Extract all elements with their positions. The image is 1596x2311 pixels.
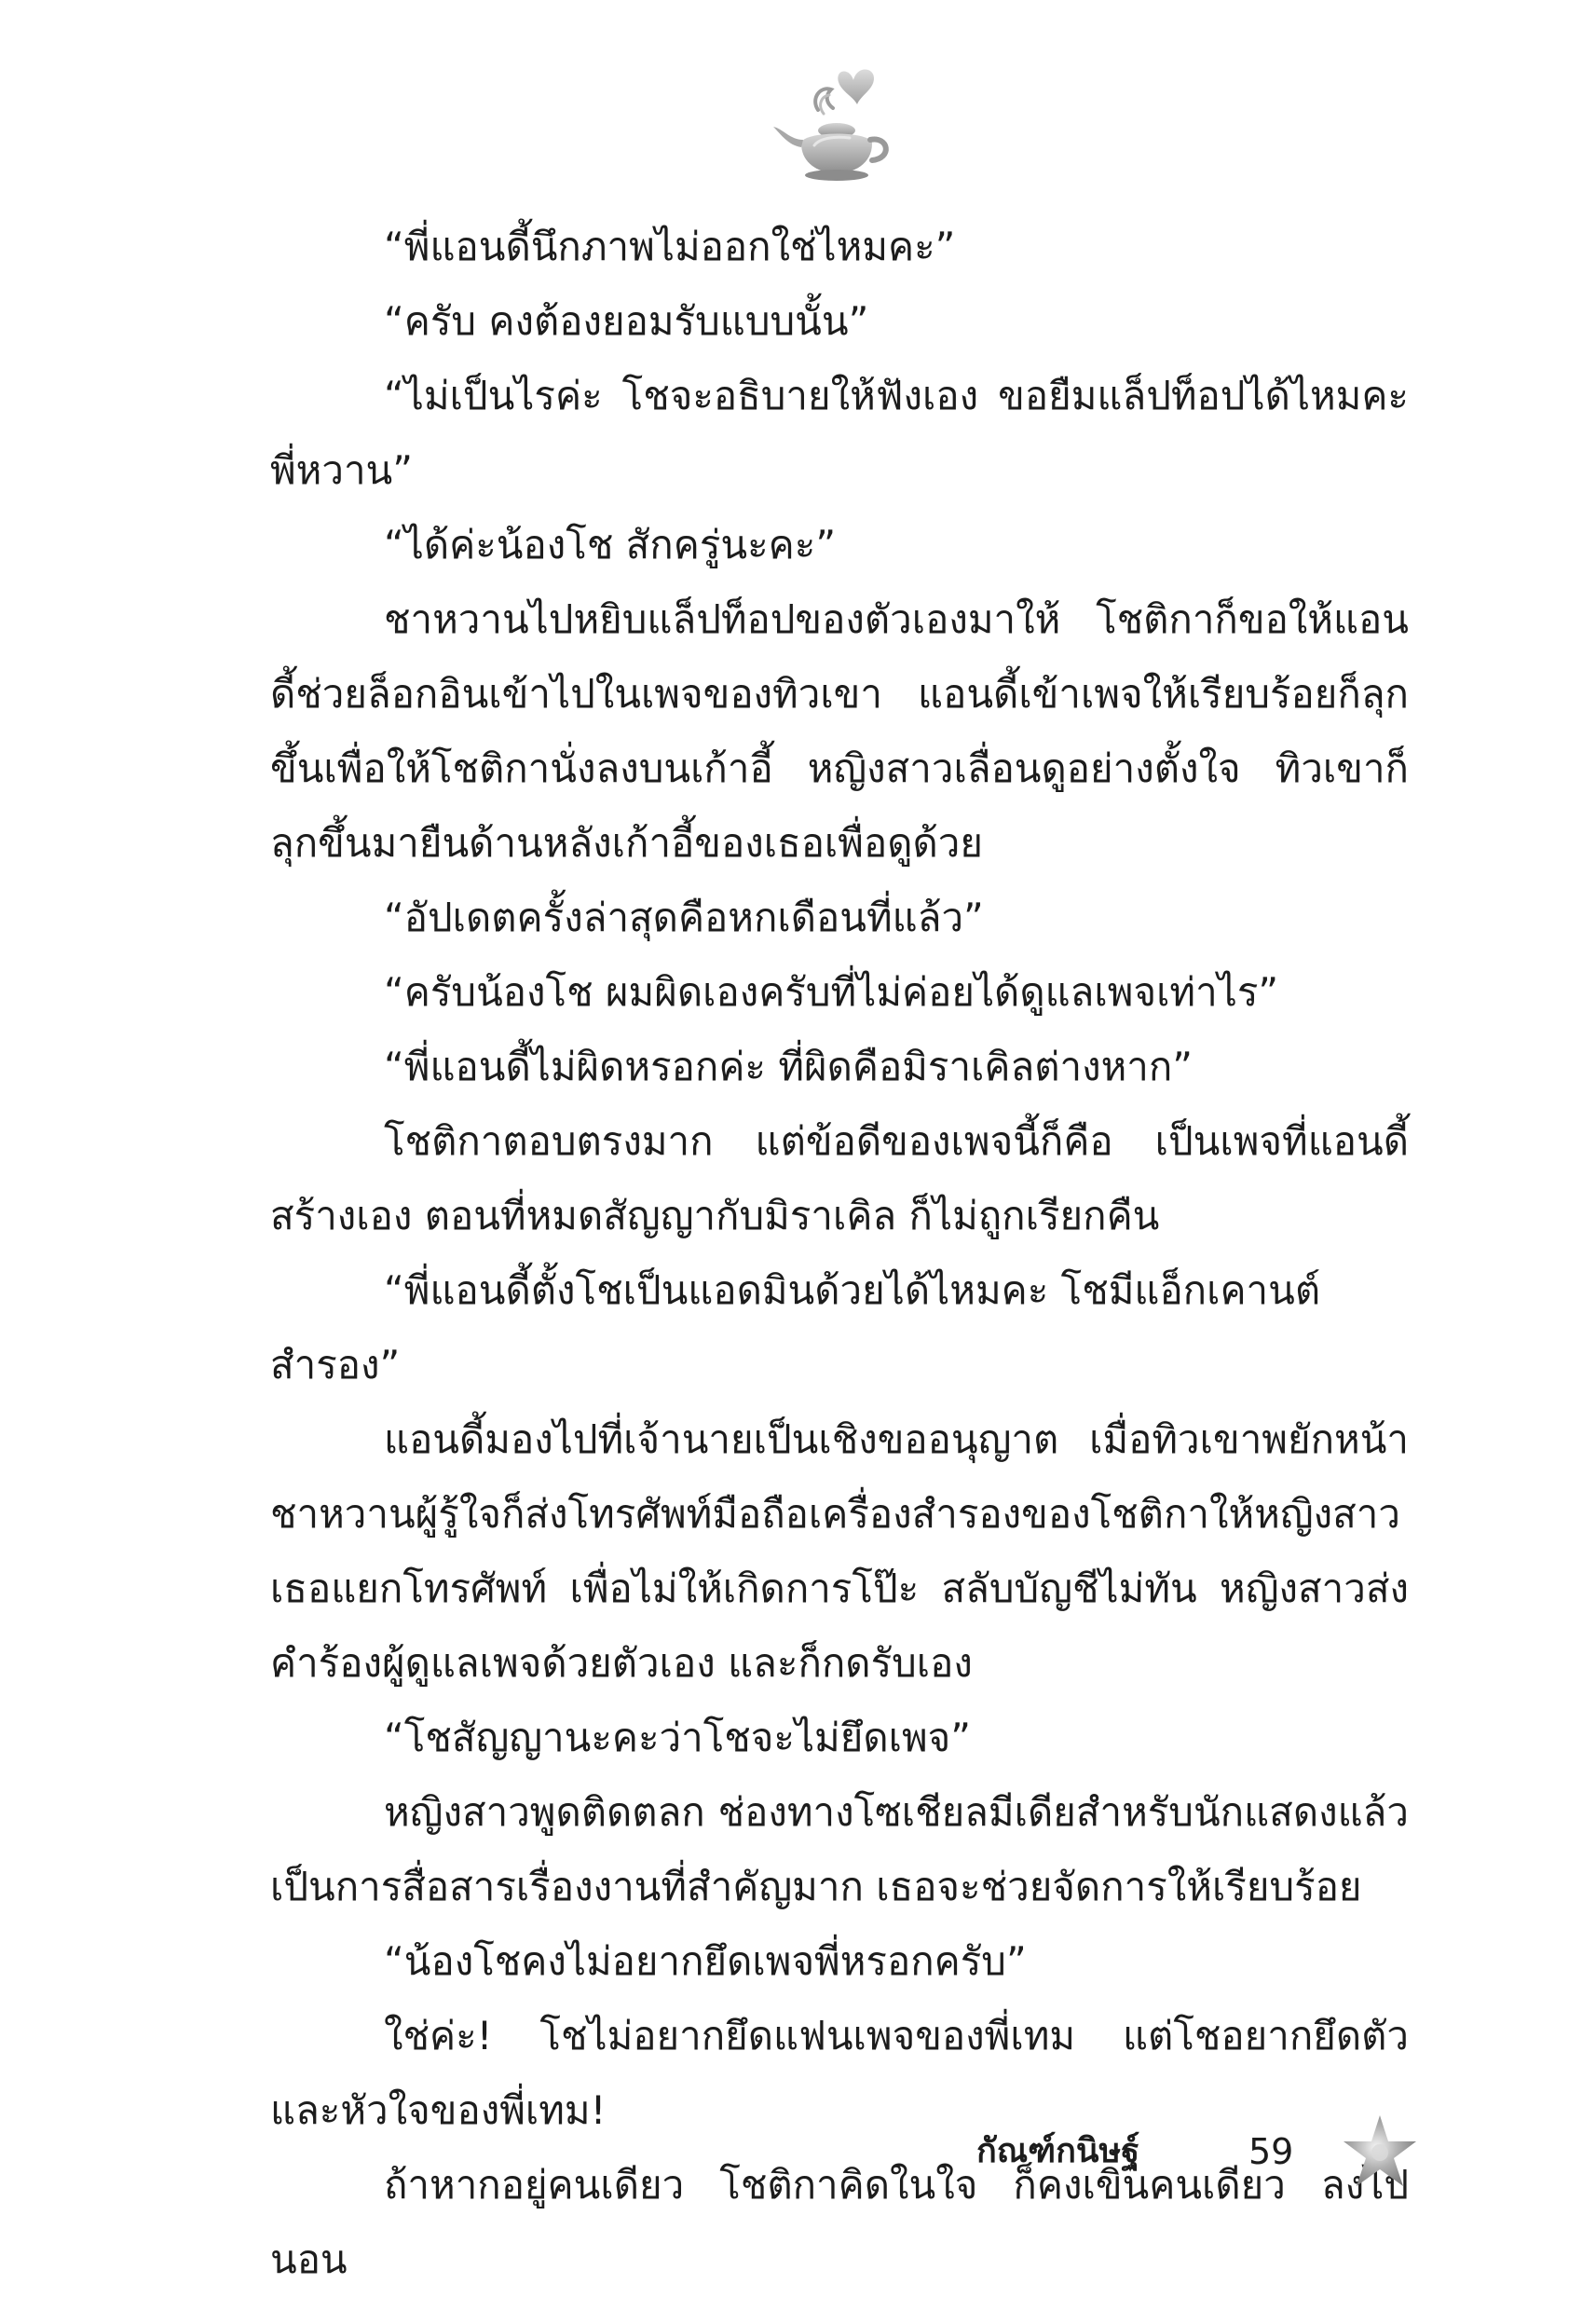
paragraph: ใช่ค่ะ! โชไม่อยากยึดแฟนเพจของพี่เทม แต่โชอยากยึดตัวและหัวใจของพี่เทม!: [270, 2013, 1409, 2133]
paragraph: “ไม่เป็นไรค่ะ โชจะอธิบายให้ฟังเอง ขอยืมแล็ปท็อปได้ไหมคะ พี่หวาน”: [270, 373, 1409, 493]
paragraph: “พี่แอนดี้ตั้งโชเป็นแอดมินด้วยได้ไหมคะ โชมีแอ็กเคานต์สำรอง”: [270, 1267, 1321, 1388]
paragraph: “อัปเดตครั้งล่าสุดคือหกเดือนที่แล้ว”: [384, 895, 984, 940]
paragraph: แอนดี้มองไปที่เจ้านายเป็นเชิงขออนุญาต เมื่อทิวเขาพยักหน้าชาหวานผู้รู้ใจก็ส่งโทรศัพท์มือถือเครื่องสำรองของโชติกาให้หญิงสาวเธอแยกโทรศัพท์ เพื่อไม่ให้เกิดการโป๊ะ สลับบัญชีไม่ทัน หญิงสาวส่งคำร้องผู้ดูแลเพจด้วยตัวเอง และก็กดรับเอง: [270, 1416, 1409, 1686]
paragraph: หญิงสาวพูดติดตลก ช่องทางโซเชียลมีเดียสำหรับนักแสดงแล้วเป็นการสื่อสารเรื่องงานที่สำคัญมาก เธอจะช่วยจัดการให้เรียบร้อย: [270, 1789, 1409, 1909]
teapot-ornament-icon: [764, 54, 904, 189]
paragraph: ชาหวานไปหยิบแล็ปท็อปของตัวเองมาให้ โชติกาก็ขอให้แอนดี้ช่วยล็อกอินเข้าไปในเพจของทิวเขา แอนดี้เข้าเพจให้เรียบร้อยก็ลุกขึ้นเพื่อให้โชติกานั่งลงบนเก้าอี้ หญิงสาวเลื่อนดูอย่างตั้งใจ ทิวเขาก็ลุกขึ้นมายืนด้านหลังเก้าอี้ของเธอเพื่อดูด้วย: [270, 596, 1409, 866]
body-text: [270, 210, 1409, 2297]
book-title: กัณฑ์กนิษฐ์: [976, 2132, 1140, 2170]
star-icon: [1342, 2113, 1418, 2190]
paragraph: ถ้าหากอยู่คนเดียว โชติกาคิดในใจ ก็คงเขินคนเดียว ลงไปนอน: [270, 2162, 1409, 2282]
paragraph: “โชสัญญานะคะว่าโชจะไม่ยึดเพจ”: [384, 1715, 972, 1760]
page-number: 59: [1248, 2131, 1294, 2172]
paragraph: “ครับน้องโช ผมผิดเองครับที่ไม่ค่อยได้ดูแลเพจเท่าไร”: [384, 969, 1279, 1015]
paragraph: “น้องโชคงไม่อยากยึดเพจพี่หรอกครับ”: [384, 1938, 1027, 1984]
page-footer: [0, 2113, 1596, 2197]
paragraph: “พี่แอนดี้นึกภาพไม่ออกใช่ไหมคะ”: [384, 224, 956, 269]
paragraph: “ได้ค่ะน้องโช สักครู่นะคะ”: [384, 522, 837, 567]
paragraph: “พี่แอนดี้ไม่ผิดหรอกค่ะ ที่ผิดคือมิราเคิลต่างหาก”: [384, 1044, 1194, 1089]
paragraph: โชติกาตอบตรงมาก แต่ข้อดีของเพจนี้ก็คือ เป็นเพจที่แอนดี้สร้างเอง ตอนที่หมดสัญญากับมิราเคิล ก็ไม่ถูกเรียกคืน: [270, 1118, 1409, 1238]
paragraph: “ครับ คงต้องยอมรับแบบนั้น”: [384, 298, 869, 344]
